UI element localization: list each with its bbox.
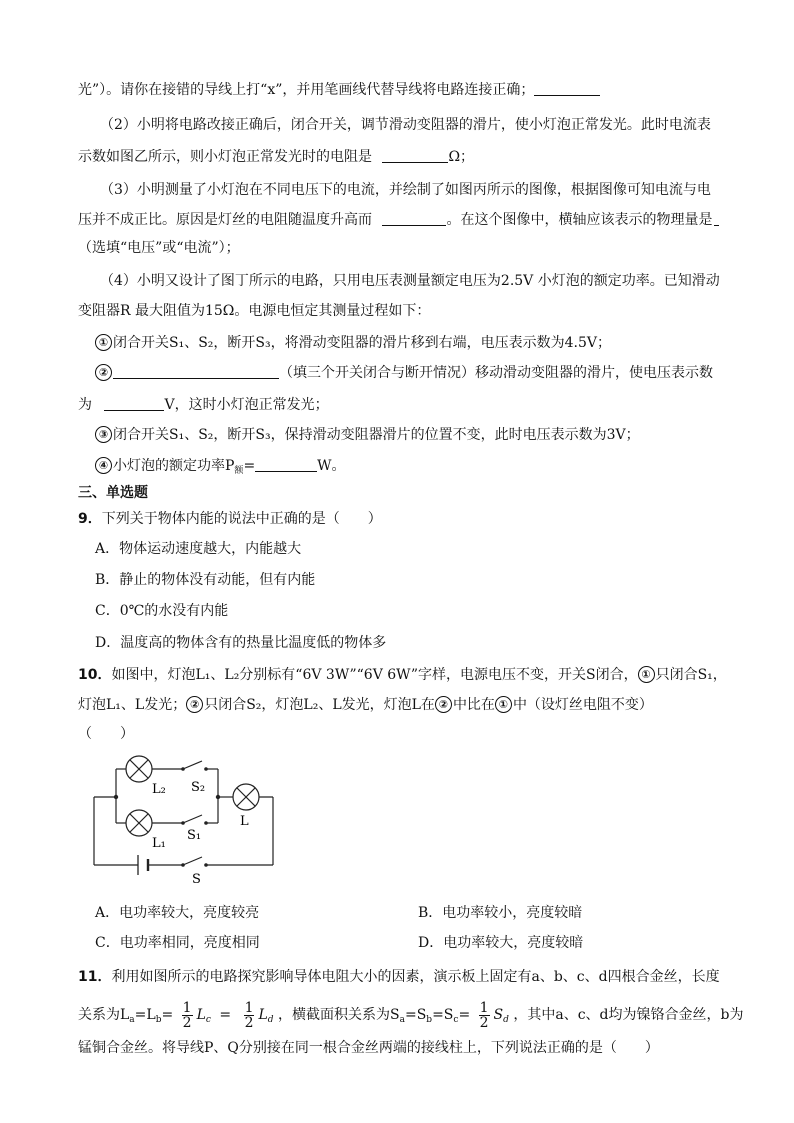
q11-line-1: 11．利用如图所示的电路探究影响导体电阻大小的因素，演示板上固定有a、b、c、d四根合金丝，长度	[78, 969, 720, 985]
answer-blank[interactable]	[382, 148, 448, 163]
answer-blank[interactable]	[534, 81, 600, 96]
q10-option-a[interactable]: A．电功率较大，亮度较亮	[95, 905, 260, 921]
label-l1: L₁	[152, 836, 166, 851]
q10-option-d[interactable]: D．电功率较大，亮度较暗	[418, 935, 584, 951]
answer-blank[interactable]	[714, 211, 719, 226]
q9-option-d[interactable]: D．温度高的物体含有的热量比温度低的物体多	[95, 635, 387, 651]
fraction-one-half: $\frac{1}{2}$	[244, 999, 254, 1031]
step-number-3: ③	[95, 426, 112, 443]
q10-option-b[interactable]: B．电功率较小，亮度较暗	[418, 905, 583, 921]
q10-line-3: （ ）	[78, 726, 134, 742]
q9-option-c[interactable]: C．0℃的水没有内能	[95, 603, 229, 619]
q10-option-c[interactable]: C．电功率相同，亮度相同	[95, 935, 260, 951]
q9-stem: 9．下列关于物体内能的说法中正确的是（ ）	[78, 511, 382, 527]
switch-s2-icon	[181, 767, 185, 771]
lamp-l-icon	[233, 784, 259, 810]
switch-s-icon	[181, 863, 185, 867]
q8-line-1: 光”）。请你在接错的导线上打“x”，并用笔画线代替导线将电路连接正确；	[78, 80, 600, 100]
q8-step-4: ④ 小灯泡的额定功率$P_额= W$。	[95, 456, 346, 481]
q11-line-2: 关系为$L_a=L_b=$ $\frac{1}{2}$ $L_c$ = $\frac{1}{2}$ $L_d$ ，横截面积关系为$S_a=S_b=S_c=$ $\frac{1}{2}$ $S_d$ ，其中a、c、d均为镍铬合金丝，b为	[78, 999, 744, 1031]
q8-step-2-cont: 为 V，这时小灯泡正常发光；	[78, 397, 329, 413]
switch-s1-icon	[181, 821, 185, 825]
q8-line-3: 示数如图乙所示，则小灯泡正常发光时的电阻是 Ω；	[78, 149, 475, 165]
q8-line-5: 压并不成正比。原因是灯丝的电阻随温度升高而 。在这个图像中，横轴应该表示的物理量是	[78, 210, 719, 230]
q8-line-8: 变阻器R 最大阻值为15Ω。电源电恒定其测量过程如下：	[78, 303, 431, 319]
step-number-1: ①	[95, 334, 112, 351]
q10-line-1: 10．如图中，灯泡L₁、L₂分别标有“6V 3W”“6V 6W”字样，电源电压不变，开关S闭合， ① 只闭合S₁，	[78, 667, 727, 683]
q8-line-2: （2）小明将电路改接正确后，闭合开关，调节滑动变阻器的滑片，使小灯泡正常发光。此时电流表	[100, 117, 711, 133]
step-number-4: ④	[95, 457, 112, 474]
label-s1: S₁	[187, 828, 202, 843]
answer-blank[interactable]	[382, 211, 446, 226]
label-l: L	[240, 814, 249, 829]
fraction-one-half: $\frac{1}{2}$	[479, 999, 489, 1031]
label-s2: S₂	[191, 780, 206, 795]
q8-line-6: （选填“电压”或“电流”）；	[78, 240, 240, 256]
q9-option-a[interactable]: A．物体运动速度越大，内能越大	[95, 541, 302, 557]
step-number-2: ②	[95, 364, 112, 381]
q8-line-4: （3）小明测量了小灯泡在不同电压下的电流，并绘制了如图丙所示的图像，根据图像可知电流与电	[100, 182, 711, 198]
q11-line-3: 锰铜合金丝。将导线P、Q分别接在同一根合金丝两端的接线柱上，下列说法正确的是（ ）	[78, 1040, 659, 1056]
q8-line-7: （4）小明又设计了图丁所示的电路，只用电压表测量额定电压为2.5V 小灯泡的额定功率。已知滑动	[100, 273, 720, 289]
q8-step-3: ③ 闭合开关S₁、S₂，断开S₃，保持滑动变阻器滑片的位置不变，此时电压表示数为3V；	[95, 425, 640, 445]
q9-option-b[interactable]: B．静止的物体没有动能，但有内能	[95, 572, 316, 588]
q8-step-1: ① 闭合开关S₁、S₂，断开S₃，将滑动变阻器的滑片移到右端，电压表示数为4.5V；	[95, 333, 611, 353]
label-l2: L₂	[152, 782, 166, 797]
q10-line-2: 灯泡L₁、L发光； ② 只闭合S₂，灯泡L₂、L发光，灯泡L在 ② 中比在 ① 中（设灯丝电阻不变）	[78, 697, 653, 713]
answer-blank[interactable]	[104, 396, 164, 411]
lamp-l2-icon	[126, 756, 152, 782]
fraction-one-half: $\frac{1}{2}$	[182, 999, 192, 1031]
label-s: S	[192, 872, 201, 885]
lamp-l1-icon	[126, 810, 152, 836]
section-heading: 三、单选题	[78, 485, 148, 501]
q8-step-2: ② （填三个开关闭合与断开情况）移动滑动变阻器的滑片，使电压表示数	[95, 363, 713, 383]
answer-blank[interactable]	[255, 457, 317, 472]
answer-blank[interactable]	[113, 364, 279, 379]
circuit-diagram	[88, 755, 288, 885]
